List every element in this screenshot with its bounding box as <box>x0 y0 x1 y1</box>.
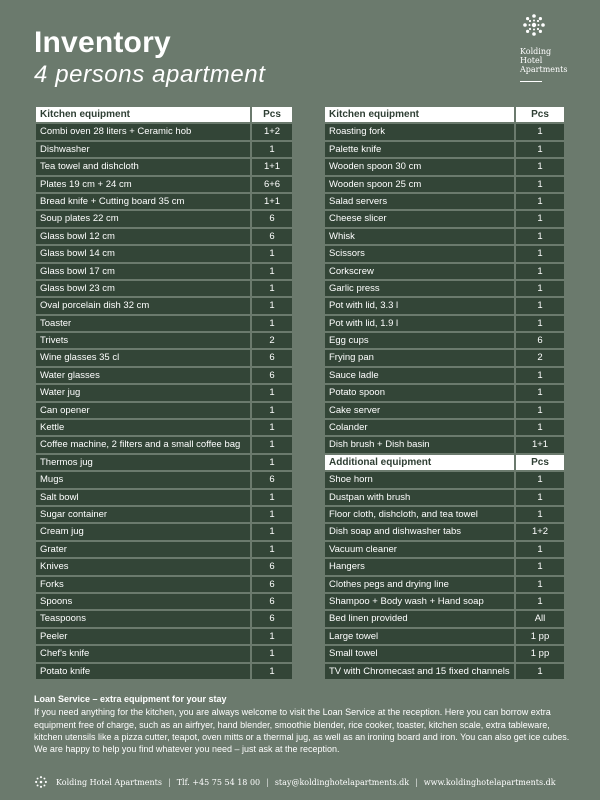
logo-line: Apartments <box>520 65 568 74</box>
table-cell-pcs: 1 <box>516 177 564 192</box>
table-cell-item: Potato knife <box>36 664 250 679</box>
footer-separator: | <box>415 777 418 787</box>
table-cell-pcs: All <box>516 611 564 626</box>
table-cell-pcs: 6+6 <box>252 177 292 192</box>
table-cell-item: Spoons <box>36 594 250 609</box>
table-header-pcs: Pcs <box>516 107 564 122</box>
table-cell-pcs: 1+2 <box>252 124 292 139</box>
loan-service-text: If you need anything for the kitchen, you are always welcome to visit the Loan Service at the reception. Here you can borrow extra equipment free of charge, such as an airfryer, hand blender, smoothie blender, rice cooker, toaster, kitchen scale, extra tableware, kitchen utensils like a pizza cutter, teapot, oven mitts or a thermal jug, as well as an ironing board and iron. You can also get ice cubes. We are happy to help you find whatever you need – just ask at the reception. <box>34 707 570 755</box>
table-cell-item: Knives <box>36 559 250 574</box>
page-title: Inventory <box>34 26 171 59</box>
table-cell-item: Bread knife + Cutting board 35 cm <box>36 194 250 209</box>
table-cell-item: Dish soap and dishwasher tabs <box>325 524 514 539</box>
table-cell-item: Vacuum cleaner <box>325 542 514 557</box>
table-cell-pcs: 1 <box>252 281 292 296</box>
table-cell-pcs: 1 <box>516 264 564 279</box>
table-cell-item: Clothes pegs and drying line <box>325 577 514 592</box>
footer-separator: | <box>167 777 171 787</box>
table-cell-pcs: 1 <box>516 542 564 557</box>
table-cell-item: Combi oven 28 liters + Ceramic hob <box>36 124 250 139</box>
table-cell-pcs: 6 <box>252 559 292 574</box>
table-cell-pcs: 1 <box>516 507 564 522</box>
snowflake-logo-icon <box>521 12 547 38</box>
table-cell-item: Wine glasses 35 cl <box>36 350 250 365</box>
table-cell-pcs: 2 <box>516 350 564 365</box>
section-header-item: Additional equipment <box>325 455 514 470</box>
logo-line: Hotel <box>520 56 543 65</box>
table-cell-pcs: 1 <box>252 403 292 418</box>
table-cell-item: Chef's knife <box>36 646 250 661</box>
table-cell-pcs: 1 <box>516 559 564 574</box>
table-cell-item: Water jug <box>36 385 250 400</box>
footer-website-link[interactable]: www.koldinghotelapartments.dk <box>423 777 556 787</box>
table-cell-pcs: 6 <box>252 611 292 626</box>
table-cell-item: Pot with lid, 3.3 l <box>325 298 514 313</box>
table-cell-pcs: 1 <box>516 664 564 679</box>
table-cell-item: Plates 19 cm + 24 cm <box>36 177 250 192</box>
table-cell-pcs: 1 <box>252 246 292 261</box>
table-cell-pcs: 6 <box>252 350 292 365</box>
table-cell-item: Shampoo + Body wash + Hand soap <box>325 594 514 609</box>
table-cell-item: Thermos jug <box>36 455 250 470</box>
table-cell-pcs: 1+1 <box>252 159 292 174</box>
table-cell-item: Roasting fork <box>325 124 514 139</box>
table-cell-item: Toaster <box>36 316 250 331</box>
table-cell-item: Large towel <box>325 629 514 644</box>
table-cell-pcs: 1 <box>252 142 292 157</box>
table-cell-pcs: 1 <box>516 594 564 609</box>
section-header-pcs: Pcs <box>516 455 564 470</box>
table-cell-pcs: 1 <box>516 385 564 400</box>
table-cell-item: Frying pan <box>325 350 514 365</box>
table-cell-pcs: 1 <box>252 542 292 557</box>
table-cell-pcs: 1 <box>252 664 292 679</box>
loan-service-title: Loan Service – extra equipment for your stay <box>34 694 227 704</box>
table-cell-item: Tea towel and dishcloth <box>36 159 250 174</box>
table-cell-pcs: 6 <box>252 211 292 226</box>
table-cell-item: Pot with lid, 1.9 l <box>325 316 514 331</box>
table-cell-pcs: 1 <box>252 420 292 435</box>
kitchen-equipment-table-right <box>325 107 564 679</box>
table-cell-item: Forks <box>36 577 250 592</box>
table-cell-pcs: 6 <box>252 368 292 383</box>
table-header-item: Kitchen equipment <box>325 107 514 122</box>
table-cell-item: TV with Chromecast and 15 fixed channels <box>325 664 514 679</box>
footer-company-name: Kolding Hotel Apartments <box>56 777 162 787</box>
table-cell-pcs: 1 <box>516 281 564 296</box>
table-cell-item: Floor cloth, dishcloth, and tea towel <box>325 507 514 522</box>
table-cell-item: Glass bowl 14 cm <box>36 246 250 261</box>
table-cell-pcs: 1+1 <box>252 194 292 209</box>
snowflake-logo-icon <box>34 775 48 789</box>
table-cell-item: Oval porcelain dish 32 cm <box>36 298 250 313</box>
table-cell-item: Kettle <box>36 420 250 435</box>
table-cell-item: Can opener <box>36 403 250 418</box>
table-cell-item: Glass bowl 23 cm <box>36 281 250 296</box>
footer-phone: Tlf. +45 75 54 18 00 <box>176 777 261 787</box>
table-cell-item: Wooden spoon 25 cm <box>325 177 514 192</box>
table-cell-pcs: 1 <box>516 246 564 261</box>
table-header-item: Kitchen equipment <box>36 107 250 122</box>
table-cell-pcs: 1 <box>516 194 564 209</box>
logo-divider <box>520 81 542 82</box>
table-cell-item: Small towel <box>325 646 514 661</box>
table-cell-pcs: 6 <box>252 577 292 592</box>
footer <box>34 775 556 789</box>
table-cell-pcs: 1 <box>516 159 564 174</box>
table-cell-pcs: 1 <box>252 490 292 505</box>
table-cell-pcs: 1 <box>252 455 292 470</box>
table-cell-pcs: 1 <box>252 437 292 452</box>
table-cell-item: Palette knife <box>325 142 514 157</box>
table-cell-pcs: 6 <box>252 229 292 244</box>
table-cell-item: Glass bowl 12 cm <box>36 229 250 244</box>
table-cell-pcs: 1 <box>252 298 292 313</box>
table-cell-pcs: 6 <box>516 333 564 348</box>
table-cell-pcs: 1 <box>252 385 292 400</box>
table-cell-item: Sugar container <box>36 507 250 522</box>
table-cell-item: Dish brush + Dish basin <box>325 437 514 452</box>
table-cell-item: Scissors <box>325 246 514 261</box>
table-cell-item: Teaspoons <box>36 611 250 626</box>
table-cell-item: Egg cups <box>325 333 514 348</box>
table-cell-pcs: 1 <box>252 264 292 279</box>
table-cell-pcs: 1 <box>252 507 292 522</box>
table-cell-pcs: 1+2 <box>516 524 564 539</box>
table-cell-pcs: 1 <box>516 316 564 331</box>
table-cell-pcs: 1 <box>252 646 292 661</box>
table-cell-pcs: 1 <box>516 472 564 487</box>
table-cell-item: Bed linen provided <box>325 611 514 626</box>
table-cell-pcs: 1 <box>516 211 564 226</box>
table-cell-item: Colander <box>325 420 514 435</box>
table-cell-pcs: 1 <box>252 316 292 331</box>
page-subtitle: 4 persons apartment <box>34 61 266 88</box>
table-cell-item: Water glasses <box>36 368 250 383</box>
table-cell-item: Glass bowl 17 cm <box>36 264 250 279</box>
table-cell-item: Hangers <box>325 559 514 574</box>
table-header-pcs: Pcs <box>252 107 292 122</box>
table-cell-pcs: 6 <box>252 472 292 487</box>
table-cell-item: Cake server <box>325 403 514 418</box>
table-cell-item: Soup plates 22 cm <box>36 211 250 226</box>
brand-logo <box>520 12 580 82</box>
logo-line: Kolding <box>520 47 552 56</box>
table-cell-item: Peeler <box>36 629 250 644</box>
table-cell-item: Potato spoon <box>325 385 514 400</box>
table-cell-item: Corkscrew <box>325 264 514 279</box>
table-cell-pcs: 1 <box>252 524 292 539</box>
table-cell-item: Garlic press <box>325 281 514 296</box>
table-cell-pcs: 1 <box>516 490 564 505</box>
footer-email-link[interactable]: stay@koldinghotelapartments.dk <box>274 777 410 787</box>
table-cell-item: Dustpan with brush <box>325 490 514 505</box>
logo-text <box>520 47 580 74</box>
table-cell-pcs: 2 <box>252 333 292 348</box>
table-cell-item: Cheese slicer <box>325 211 514 226</box>
table-cell-item: Coffee machine, 2 filters and a small coffee bag <box>36 437 250 452</box>
table-cell-item: Trivets <box>36 333 250 348</box>
table-cell-pcs: 1 <box>516 403 564 418</box>
loan-service-section <box>34 693 574 755</box>
table-cell-pcs: 1 <box>516 229 564 244</box>
table-cell-pcs: 1 <box>516 298 564 313</box>
table-cell-item: Dishwasher <box>36 142 250 157</box>
table-cell-pcs: 6 <box>252 594 292 609</box>
table-cell-pcs: 1+1 <box>516 437 564 452</box>
table-cell-item: Whisk <box>325 229 514 244</box>
table-cell-item: Grater <box>36 542 250 557</box>
table-cell-pcs: 1 <box>252 629 292 644</box>
footer-separator: | <box>266 777 269 787</box>
table-cell-item: Sauce ladle <box>325 368 514 383</box>
table-cell-pcs: 1 <box>516 142 564 157</box>
table-cell-pcs: 1 pp <box>516 629 564 644</box>
table-cell-pcs: 1 <box>516 577 564 592</box>
table-cell-pcs: 1 <box>516 420 564 435</box>
kitchen-equipment-table-left <box>36 107 292 679</box>
table-cell-item: Wooden spoon 30 cm <box>325 159 514 174</box>
table-cell-item: Salad servers <box>325 194 514 209</box>
table-cell-item: Mugs <box>36 472 250 487</box>
table-cell-pcs: 1 <box>516 124 564 139</box>
table-cell-item: Salt bowl <box>36 490 250 505</box>
table-cell-pcs: 1 <box>516 368 564 383</box>
table-cell-item: Cream jug <box>36 524 250 539</box>
table-cell-pcs: 1 pp <box>516 646 564 661</box>
table-cell-item: Shoe horn <box>325 472 514 487</box>
